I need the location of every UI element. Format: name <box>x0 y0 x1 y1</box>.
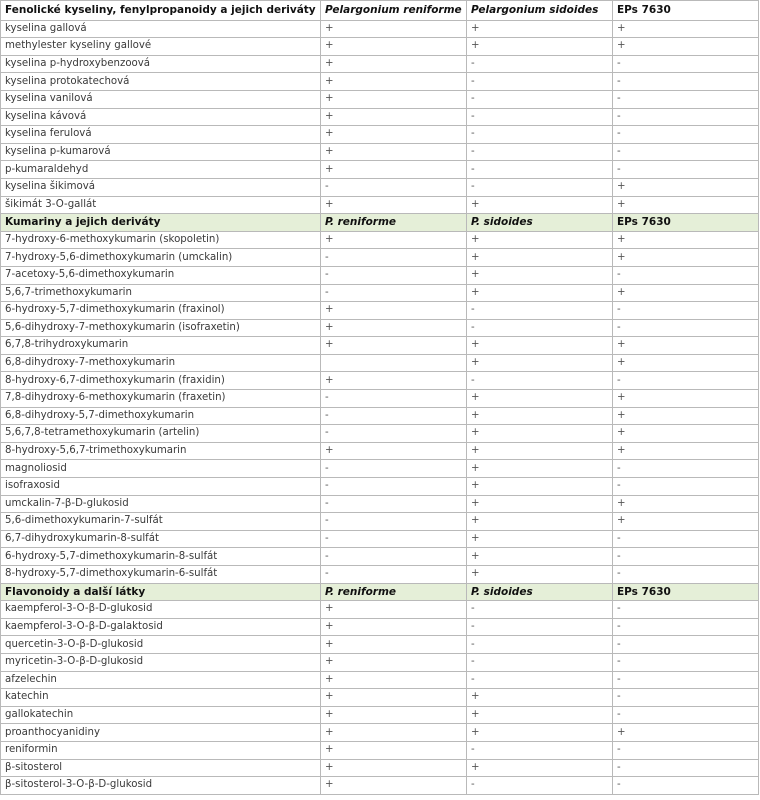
presence-mark: + <box>613 337 759 355</box>
presence-mark: - <box>613 777 759 795</box>
table-row <box>1 460 759 478</box>
compound-name: 5,6-dihydroxy-7-methoxykumarin (isofraxetin) <box>1 319 321 337</box>
presence-mark: - <box>613 618 759 636</box>
presence-mark: + <box>321 601 467 619</box>
presence-mark: - <box>613 653 759 671</box>
compound-name: kyselina gallová <box>1 20 321 38</box>
presence-mark: + <box>321 55 467 73</box>
compound-name: 7-acetoxy-5,6-dimethoxykumarin <box>1 266 321 284</box>
presence-mark: + <box>467 196 613 214</box>
presence-mark: + <box>467 759 613 777</box>
table-row <box>1 266 759 284</box>
presence-mark: - <box>467 372 613 390</box>
presence-mark: - <box>467 73 613 91</box>
presence-mark: - <box>321 460 467 478</box>
presence-mark: - <box>613 302 759 320</box>
presence-mark: + <box>467 337 613 355</box>
presence-mark: + <box>467 513 613 531</box>
presence-mark: + <box>613 231 759 249</box>
presence-mark: - <box>467 601 613 619</box>
presence-mark: + <box>321 143 467 161</box>
presence-mark: - <box>467 143 613 161</box>
compound-name: 8-hydroxy-5,7-dimethoxykumarin-6-sulfát <box>1 566 321 584</box>
compound-name: kyselina ferulová <box>1 126 321 144</box>
table-row <box>1 161 759 179</box>
compound-name: kyselina šikimová <box>1 178 321 196</box>
table-row <box>1 126 759 144</box>
compound-name: 7-hydroxy-6-methoxykumarin (skopoletin) <box>1 231 321 249</box>
presence-mark: - <box>467 671 613 689</box>
presence-mark: - <box>467 178 613 196</box>
presence-mark: + <box>321 20 467 38</box>
presence-mark: + <box>467 231 613 249</box>
presence-mark: + <box>321 108 467 126</box>
table-row <box>1 55 759 73</box>
compound-name: p-kumaraldehyd <box>1 161 321 179</box>
table-row <box>1 706 759 724</box>
compound-name: 6-hydroxy-5,7-dimethoxykumarin-8-sulfát <box>1 548 321 566</box>
presence-mark: - <box>467 636 613 654</box>
table-row <box>1 601 759 619</box>
presence-mark: + <box>321 161 467 179</box>
presence-mark: - <box>613 548 759 566</box>
presence-mark: - <box>321 478 467 496</box>
compound-name: 6,7-dihydroxykumarin-8-sulfát <box>1 530 321 548</box>
table-row <box>1 671 759 689</box>
presence-mark: + <box>467 495 613 513</box>
presence-mark: + <box>321 90 467 108</box>
presence-mark: + <box>613 38 759 56</box>
table-row <box>1 143 759 161</box>
column-header: Pelargonium sidoides <box>467 1 613 21</box>
table-row <box>1 495 759 513</box>
presence-mark: + <box>613 354 759 372</box>
section-title: Flavonoidy a další látky <box>1 583 321 601</box>
table-row <box>1 178 759 196</box>
presence-mark: + <box>321 73 467 91</box>
compound-name: kaempferol-3-O-β-D-glukosid <box>1 601 321 619</box>
compound-name: kyselina kávová <box>1 108 321 126</box>
presence-mark: - <box>321 178 467 196</box>
table-row <box>1 741 759 759</box>
table-row <box>1 196 759 214</box>
presence-mark: + <box>467 548 613 566</box>
presence-mark: + <box>613 513 759 531</box>
table-row <box>1 442 759 460</box>
compound-name: 6,7,8-trihydroxykumarin <box>1 337 321 355</box>
presence-mark <box>321 354 467 372</box>
compound-name: 5,6,7-trimethoxykumarin <box>1 284 321 302</box>
presence-mark: - <box>613 706 759 724</box>
table-row <box>1 319 759 337</box>
column-header: EPs 7630 <box>613 214 759 232</box>
presence-mark: - <box>467 302 613 320</box>
presence-mark: + <box>321 38 467 56</box>
presence-mark: - <box>321 425 467 443</box>
table-row <box>1 108 759 126</box>
presence-mark: + <box>321 442 467 460</box>
presence-mark: + <box>321 196 467 214</box>
table-row <box>1 724 759 742</box>
section-header-row <box>1 1 759 21</box>
presence-mark: - <box>613 671 759 689</box>
column-header: P. reniforme <box>321 583 467 601</box>
presence-mark: - <box>613 126 759 144</box>
presence-mark: - <box>321 495 467 513</box>
table-row <box>1 337 759 355</box>
column-header: P. sidoides <box>467 583 613 601</box>
presence-mark: - <box>321 390 467 408</box>
presence-mark: + <box>467 38 613 56</box>
table-row <box>1 759 759 777</box>
presence-mark: - <box>613 759 759 777</box>
compound-name: proanthocyanidiny <box>1 724 321 742</box>
table-row <box>1 73 759 91</box>
compound-name: myricetin-3-O-β-D-glukosid <box>1 653 321 671</box>
compound-name: 8-hydroxy-5,6,7-trimethoxykumarin <box>1 442 321 460</box>
presence-mark: + <box>467 354 613 372</box>
compound-name: β-sitosterol-3-O-β-D-glukosid <box>1 777 321 795</box>
presence-mark: - <box>321 548 467 566</box>
presence-mark: - <box>613 741 759 759</box>
presence-mark: + <box>613 178 759 196</box>
presence-mark: + <box>467 407 613 425</box>
table-row <box>1 548 759 566</box>
compound-name: šikimát 3-O-gallát <box>1 196 321 214</box>
presence-mark: - <box>321 566 467 584</box>
table-row <box>1 284 759 302</box>
presence-mark: - <box>613 90 759 108</box>
presence-mark: - <box>321 407 467 425</box>
presence-mark: + <box>321 618 467 636</box>
table-row <box>1 90 759 108</box>
presence-mark: + <box>467 249 613 267</box>
presence-mark: - <box>321 284 467 302</box>
column-header: P. sidoides <box>467 214 613 232</box>
presence-mark: + <box>321 126 467 144</box>
presence-mark: + <box>467 689 613 707</box>
compound-name: methylester kyseliny gallové <box>1 38 321 56</box>
presence-mark: - <box>467 108 613 126</box>
presence-mark: + <box>321 689 467 707</box>
compound-name: 5,6-dimethoxykumarin-7-sulfát <box>1 513 321 531</box>
compound-name: gallokatechin <box>1 706 321 724</box>
table-row <box>1 425 759 443</box>
presence-mark: + <box>321 724 467 742</box>
presence-mark: + <box>613 390 759 408</box>
compound-name: β-sitosterol <box>1 759 321 777</box>
presence-mark: - <box>613 73 759 91</box>
table-row <box>1 777 759 795</box>
compound-name: afzelechin <box>1 671 321 689</box>
presence-mark: - <box>467 741 613 759</box>
presence-mark: - <box>321 530 467 548</box>
compound-name: 7,8-dihydroxy-6-methoxykumarin (fraxetin) <box>1 390 321 408</box>
compound-name: reniformin <box>1 741 321 759</box>
column-header: EPs 7630 <box>613 583 759 601</box>
compound-name: katechin <box>1 689 321 707</box>
table-row <box>1 653 759 671</box>
presence-mark: + <box>467 706 613 724</box>
presence-mark: + <box>467 266 613 284</box>
presence-mark: + <box>321 741 467 759</box>
section-header-row <box>1 214 759 232</box>
presence-mark: + <box>613 249 759 267</box>
table-row <box>1 636 759 654</box>
column-header: P. reniforme <box>321 214 467 232</box>
presence-mark: - <box>613 319 759 337</box>
table-row <box>1 231 759 249</box>
presence-mark: + <box>467 284 613 302</box>
compound-name: kyselina p-kumarová <box>1 143 321 161</box>
presence-mark: - <box>467 653 613 671</box>
presence-mark: + <box>467 390 613 408</box>
presence-mark: - <box>321 266 467 284</box>
presence-mark: + <box>613 724 759 742</box>
presence-mark: - <box>613 601 759 619</box>
presence-mark: + <box>321 319 467 337</box>
compound-name: 7-hydroxy-5,6-dimethoxykumarin (umckalin) <box>1 249 321 267</box>
presence-mark: - <box>613 636 759 654</box>
presence-mark: - <box>613 143 759 161</box>
presence-mark: + <box>613 495 759 513</box>
presence-mark: - <box>613 566 759 584</box>
compound-name: isofraxosid <box>1 478 321 496</box>
table-row <box>1 20 759 38</box>
presence-mark: + <box>321 706 467 724</box>
compound-name: umckalin-7-β-D-glukosid <box>1 495 321 513</box>
presence-mark: + <box>467 442 613 460</box>
table-row <box>1 354 759 372</box>
presence-mark: - <box>613 372 759 390</box>
section-title: Fenolické kyseliny, fenylpropanoidy a jejich deriváty <box>1 1 321 21</box>
presence-mark: + <box>321 671 467 689</box>
table-row <box>1 513 759 531</box>
presence-mark: + <box>321 302 467 320</box>
table-row <box>1 249 759 267</box>
presence-mark: + <box>467 566 613 584</box>
presence-mark: + <box>321 337 467 355</box>
compound-name: 6-hydroxy-5,7-dimethoxykumarin (fraxinol) <box>1 302 321 320</box>
table-row <box>1 302 759 320</box>
table-row <box>1 618 759 636</box>
presence-mark: - <box>613 55 759 73</box>
presence-mark: + <box>321 759 467 777</box>
presence-mark: + <box>613 425 759 443</box>
compound-name: magnoliosid <box>1 460 321 478</box>
presence-mark: - <box>467 161 613 179</box>
table-row <box>1 689 759 707</box>
presence-mark: - <box>321 513 467 531</box>
presence-mark: + <box>321 231 467 249</box>
presence-mark: + <box>467 425 613 443</box>
presence-mark: + <box>321 653 467 671</box>
presence-mark: + <box>467 478 613 496</box>
presence-mark: - <box>467 618 613 636</box>
presence-mark: - <box>613 266 759 284</box>
compound-name: quercetin-3-O-β-D-glukosid <box>1 636 321 654</box>
compound-name: kaempferol-3-O-β-D-galaktosid <box>1 618 321 636</box>
compound-name: kyselina vanilová <box>1 90 321 108</box>
presence-mark: - <box>467 777 613 795</box>
presence-mark: - <box>467 319 613 337</box>
compound-name: kyselina p-hydroxybenzoová <box>1 55 321 73</box>
presence-mark: + <box>467 724 613 742</box>
presence-mark: - <box>613 530 759 548</box>
presence-mark: + <box>321 636 467 654</box>
presence-mark: + <box>321 372 467 390</box>
table-row <box>1 372 759 390</box>
section-title: Kumariny a jejich deriváty <box>1 214 321 232</box>
presence-mark: + <box>321 777 467 795</box>
table-row <box>1 566 759 584</box>
presence-mark: - <box>613 689 759 707</box>
presence-mark: + <box>613 407 759 425</box>
compound-name: 6,8-dihydroxy-5,7-dimethoxykumarin <box>1 407 321 425</box>
table-row <box>1 390 759 408</box>
presence-mark: - <box>467 55 613 73</box>
table-row <box>1 478 759 496</box>
table-row <box>1 530 759 548</box>
presence-mark: + <box>467 530 613 548</box>
column-header: Pelargonium reniforme <box>321 1 467 21</box>
presence-mark: + <box>613 442 759 460</box>
table-row <box>1 407 759 425</box>
compound-name: kyselina protokatechová <box>1 73 321 91</box>
presence-mark: - <box>613 460 759 478</box>
presence-mark: - <box>613 161 759 179</box>
table-body <box>1 1 759 795</box>
section-header-row <box>1 583 759 601</box>
compound-name: 8-hydroxy-6,7-dimethoxykumarin (fraxidin) <box>1 372 321 390</box>
presence-mark: + <box>613 284 759 302</box>
presence-mark: + <box>613 196 759 214</box>
presence-mark: - <box>467 126 613 144</box>
presence-mark: - <box>613 478 759 496</box>
presence-mark: + <box>467 20 613 38</box>
presence-mark: - <box>613 108 759 126</box>
presence-mark: - <box>321 249 467 267</box>
presence-mark: - <box>467 90 613 108</box>
compound-name: 5,6,7,8-tetramethoxykumarin (artelin) <box>1 425 321 443</box>
column-header: EPs 7630 <box>613 1 759 21</box>
compound-name: 6,8-dihydroxy-7-methoxykumarin <box>1 354 321 372</box>
table-row <box>1 38 759 56</box>
presence-mark: + <box>467 460 613 478</box>
presence-mark: + <box>613 20 759 38</box>
